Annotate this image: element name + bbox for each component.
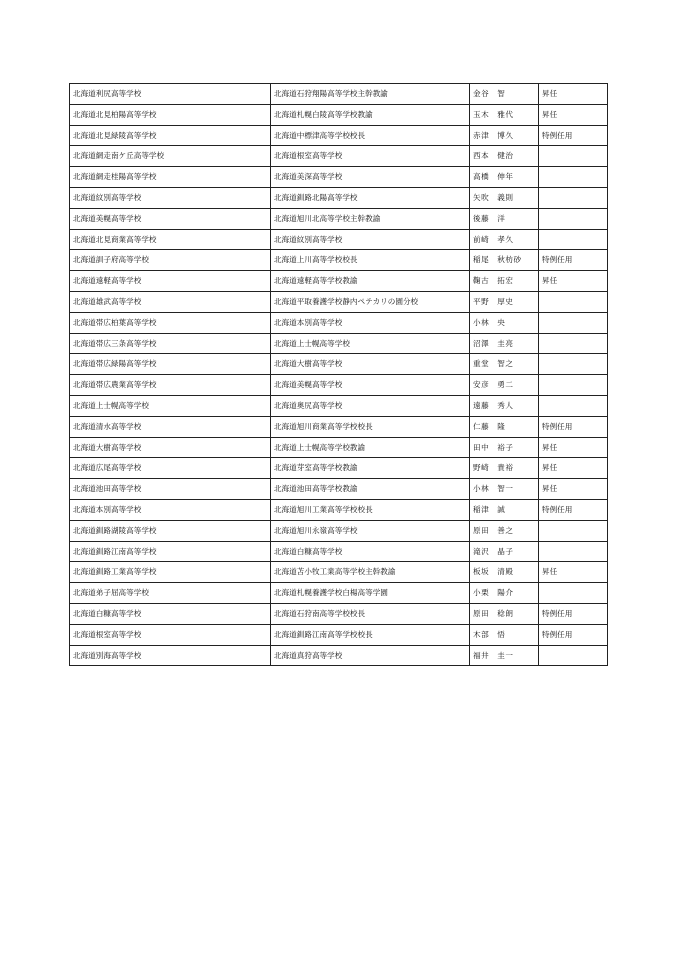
previous-post-cell: 北海道芽室高等学校教諭 [271,458,470,479]
name-cell: 安彦 勇二 [470,375,539,396]
table-row [70,603,608,624]
school-cell: 北海道釧路湖陵高等学校 [70,520,271,541]
previous-post-cell: 北海道美深高等学校 [271,167,470,188]
table-row [70,354,608,375]
note-cell [539,541,608,562]
personnel-table [69,83,608,666]
table-row [70,104,608,125]
table-row [70,624,608,645]
name-cell: 西本 健治 [470,146,539,167]
previous-post-cell: 北海道釧路北陽高等学校 [271,187,470,208]
table-row [70,312,608,333]
previous-post-cell: 北海道白糠高等学校 [271,541,470,562]
note-cell: 昇任 [539,479,608,500]
name-cell: 前崎 孝久 [470,229,539,250]
note-cell: 昇任 [539,104,608,125]
previous-post-cell: 北海道石狩南高等学校校長 [271,603,470,624]
previous-post-cell: 北海道釧路江南高等学校校長 [271,624,470,645]
table-row [70,458,608,479]
note-cell: 昇任 [539,437,608,458]
school-cell: 北海道釧路工業高等学校 [70,562,271,583]
name-cell: 金谷 智 [470,84,539,105]
previous-post-cell: 北海道真狩高等学校 [271,645,470,666]
table-row [70,208,608,229]
school-cell: 北海道北見緑陵高等学校 [70,125,271,146]
personnel-table-body [70,84,608,666]
table-row [70,479,608,500]
name-cell: 遠藤 秀人 [470,395,539,416]
table-row [70,416,608,437]
table-row [70,437,608,458]
note-cell: 特例任用 [539,499,608,520]
table-row [70,395,608,416]
previous-post-cell: 北海道上士幌高等学校教諭 [271,437,470,458]
name-cell: 小栗 陽介 [470,583,539,604]
name-cell: 玉木 雅代 [470,104,539,125]
note-cell: 特例任用 [539,624,608,645]
note-cell [539,229,608,250]
school-cell: 北海道本別高等学校 [70,499,271,520]
table-row [70,541,608,562]
note-cell [539,375,608,396]
note-cell: 昇任 [539,562,608,583]
previous-post-cell: 北海道旭川商業高等学校校長 [271,416,470,437]
name-cell: 小林 智一 [470,479,539,500]
note-cell: 昇任 [539,271,608,292]
name-cell: 鞠古 拓宏 [470,271,539,292]
previous-post-cell: 北海道池田高等学校教諭 [271,479,470,500]
note-cell: 昇任 [539,458,608,479]
school-cell: 北海道上士幌高等学校 [70,395,271,416]
name-cell: 原田 稔朗 [470,603,539,624]
name-cell: 稲尾 秋枋砂 [470,250,539,271]
note-cell [539,208,608,229]
note-cell [539,291,608,312]
name-cell: 重堂 智之 [470,354,539,375]
name-cell: 赤津 博久 [470,125,539,146]
note-cell [539,312,608,333]
school-cell: 北海道池田高等学校 [70,479,271,500]
table-row [70,333,608,354]
school-cell: 北海道利尻高等学校 [70,84,271,105]
note-cell [539,187,608,208]
table-row [70,84,608,105]
note-cell [539,146,608,167]
note-cell [539,333,608,354]
school-cell: 北海道清水高等学校 [70,416,271,437]
table-row [70,562,608,583]
school-cell: 北海道北見商業高等学校 [70,229,271,250]
school-cell: 北海道帯広柏葉高等学校 [70,312,271,333]
school-cell: 北海道帯広農業高等学校 [70,375,271,396]
name-cell: 木部 悟 [470,624,539,645]
previous-post-cell: 北海道根室高等学校 [271,146,470,167]
previous-post-cell: 北海道中標津高等学校校長 [271,125,470,146]
previous-post-cell: 北海道本別高等学校 [271,312,470,333]
name-cell: 野崎 貴裕 [470,458,539,479]
school-cell: 北海道北見柏陽高等学校 [70,104,271,125]
school-cell: 北海道網走南ケ丘高等学校 [70,146,271,167]
school-cell: 北海道雄武高等学校 [70,291,271,312]
school-cell: 北海道根室高等学校 [70,624,271,645]
note-cell: 昇任 [539,84,608,105]
name-cell: 平野 厚史 [470,291,539,312]
name-cell: 沼澤 圭亮 [470,333,539,354]
school-cell: 北海道訓子府高等学校 [70,250,271,271]
name-cell: 滝沢 晶子 [470,541,539,562]
note-cell: 特例任用 [539,603,608,624]
name-cell: 小林 央 [470,312,539,333]
school-cell: 北海道帯広緑陽高等学校 [70,354,271,375]
previous-post-cell: 北海道上川高等学校校長 [271,250,470,271]
previous-post-cell: 北海道遠軽高等学校教諭 [271,271,470,292]
school-cell: 北海道紋別高等学校 [70,187,271,208]
name-cell: 仁藤 隆 [470,416,539,437]
previous-post-cell: 北海道旭川北高等学校主幹教諭 [271,208,470,229]
note-cell [539,167,608,188]
name-cell: 後藤 洋 [470,208,539,229]
school-cell: 北海道網走桂陽高等学校 [70,167,271,188]
school-cell: 北海道大樹高等学校 [70,437,271,458]
table-row [70,271,608,292]
table-row [70,187,608,208]
previous-post-cell: 北海道奥尻高等学校 [271,395,470,416]
school-cell: 北海道広尾高等学校 [70,458,271,479]
name-cell: 田中 裕子 [470,437,539,458]
table-row [70,291,608,312]
note-cell: 特例任用 [539,250,608,271]
table-row [70,229,608,250]
note-cell [539,520,608,541]
name-cell: 矢吹 義則 [470,187,539,208]
previous-post-cell: 北海道石狩翔陽高等学校主幹教諭 [271,84,470,105]
table-row [70,645,608,666]
note-cell [539,395,608,416]
school-cell: 北海道白糠高等学校 [70,603,271,624]
name-cell: 原田 善之 [470,520,539,541]
name-cell: 高橋 伸年 [470,167,539,188]
note-cell [539,645,608,666]
table-row [70,499,608,520]
table-row [70,250,608,271]
note-cell [539,354,608,375]
previous-post-cell: 北海道紋別高等学校 [271,229,470,250]
school-cell: 北海道弟子屈高等学校 [70,583,271,604]
previous-post-cell: 北海道平取養護学校静内ペテカリの園分校 [271,291,470,312]
table-row [70,583,608,604]
school-cell: 北海道美幌高等学校 [70,208,271,229]
previous-post-cell: 北海道札幌養護学校白楊高等学園 [271,583,470,604]
table-row [70,167,608,188]
previous-post-cell: 北海道苫小牧工業高等学校主幹教諭 [271,562,470,583]
name-cell: 稲津 誠 [470,499,539,520]
school-cell: 北海道遠軽高等学校 [70,271,271,292]
note-cell: 特例任用 [539,125,608,146]
school-cell: 北海道帯広三条高等学校 [70,333,271,354]
note-cell: 特例任用 [539,416,608,437]
previous-post-cell: 北海道大樹高等学校 [271,354,470,375]
previous-post-cell: 北海道旭川工業高等学校校長 [271,499,470,520]
table-row [70,146,608,167]
table-row [70,520,608,541]
name-cell: 福井 圭一 [470,645,539,666]
previous-post-cell: 北海道札幌白陵高等学校教諭 [271,104,470,125]
previous-post-cell: 北海道美幌高等学校 [271,375,470,396]
previous-post-cell: 北海道上士幌高等学校 [271,333,470,354]
school-cell: 北海道別海高等学校 [70,645,271,666]
table-row [70,375,608,396]
table-row [70,125,608,146]
name-cell: 板坂 清殿 [470,562,539,583]
previous-post-cell: 北海道旭川永嶺高等学校 [271,520,470,541]
school-cell: 北海道釧路江南高等学校 [70,541,271,562]
note-cell [539,583,608,604]
